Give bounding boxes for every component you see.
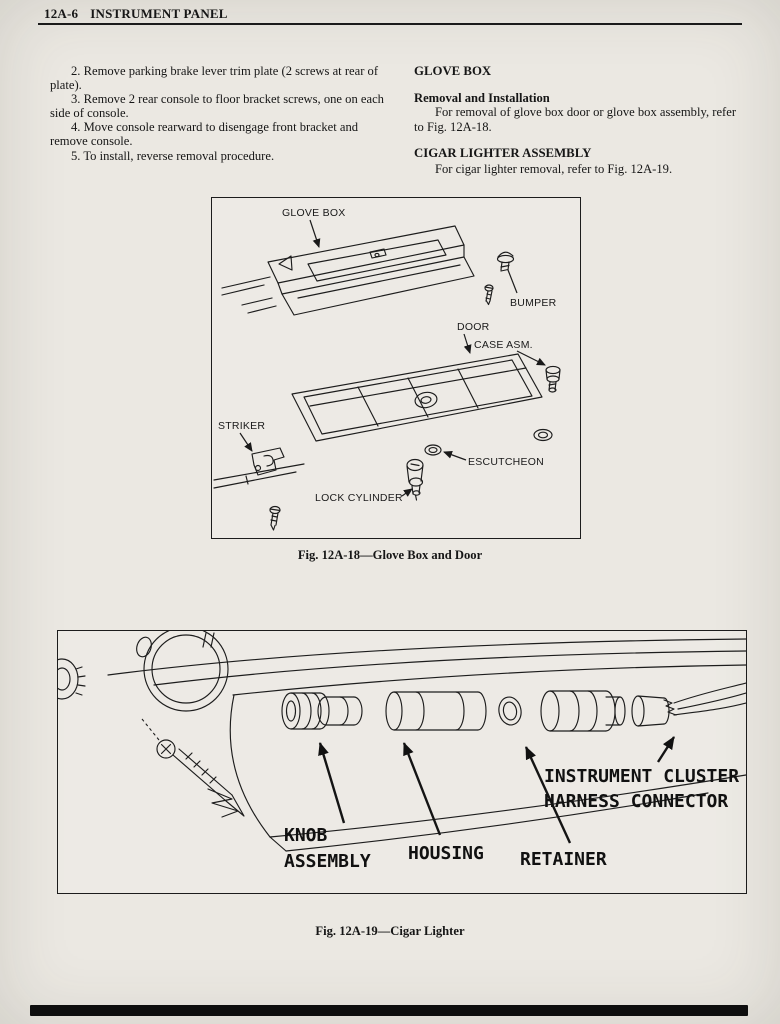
socket-drawing [541,691,625,731]
label-door: DOOR [457,321,490,333]
label-knob-line2: ASSEMBLY [284,851,371,872]
lock-cylinder-drawing [407,460,423,501]
glove-box-subheading: Removal and Installation [414,91,550,106]
glove-box-door-drawing [292,354,542,441]
step-paragraph: 5. To install, reverse removal procedure. [71,148,275,163]
washer-drawing [534,430,552,441]
section-number: 12A-6 [44,6,79,21]
leader-escutcheon [444,452,466,460]
leader-glove-box [310,220,319,247]
label-striker: STRIKER [218,420,266,432]
label-case-asm: CASE ASM. [474,339,533,351]
label-retainer: RETAINER [520,849,607,870]
glove-box-section [414,64,744,188]
page-header [44,6,228,22]
knob-assembly-drawing [282,693,362,729]
case-asm-drawing [546,366,560,392]
striker-drawing [214,448,304,488]
harness-connector-drawing [632,683,746,726]
retainer-ring-drawing [497,695,524,726]
door-screw-drawing [270,507,280,531]
glove-box-case-drawing [222,226,474,315]
procedure-steps [50,64,390,163]
label-escutcheon: ESCUTCHEON [468,456,545,468]
step-paragraph: 2. Remove parking brake lever trim plate (2 screws at rear of plate). [50,64,379,93]
arrow-connector [658,737,674,762]
housing-drawing [386,692,486,730]
step-paragraph: 3. Remove 2 rear console to floor bracket screws, one on each side of console. [50,92,384,121]
label-bumper: BUMPER [510,297,557,309]
figure-caption-cigar-lighter: Fig. 12A-19—Cigar Lighter [315,924,465,938]
scan-bottom-bar [30,1005,748,1016]
figure-caption-glove-box: Fig. 12A-18—Glove Box and Door [297,548,483,562]
leader-door [464,334,470,353]
screw-drawing [485,285,493,305]
label-housing: HOUSING [408,843,484,864]
figure-glove-box [211,197,581,539]
leader-striker [240,433,252,451]
label-lock-cylinder: LOCK CYLINDER [315,492,403,504]
arrow-knob-assembly [320,743,344,823]
figure-cigar-lighter [57,630,747,894]
label-connector-line1: INSTRUMENT CLUSTER [544,766,740,787]
leader-case-asm [517,351,545,365]
glove-box-heading: GLOVE BOX [414,64,492,78]
label-connector-line2: HARNESS CONNECTOR [544,791,729,812]
cigar-lighter-heading: CIGAR LIGHTER ASSEMBLY [414,145,592,160]
leader-bumper [508,270,517,293]
label-knob-line1: KNOB [284,825,328,846]
escutcheon-drawing [425,445,441,455]
glove-box-diagram [212,198,580,538]
label-glove-box: GLOVE BOX [282,207,346,219]
header-rule [38,23,742,25]
step-paragraph: 4. Move console rearward to disengage front bracket and remove console. [50,120,359,149]
section-title: INSTRUMENT PANEL [90,6,228,21]
mounting-screw-drawing [142,719,244,817]
cigar-lighter-diagram [58,631,746,893]
leader-lock-cylinder [402,489,412,496]
cigar-lighter-body: For cigar lighter removal, refer to Fig. 12A-19. [435,161,673,176]
glove-box-body: For removal of glove box door or glove box assembly, refer to Fig. 12A-18. [414,105,737,134]
bumper-drawing [498,252,514,271]
